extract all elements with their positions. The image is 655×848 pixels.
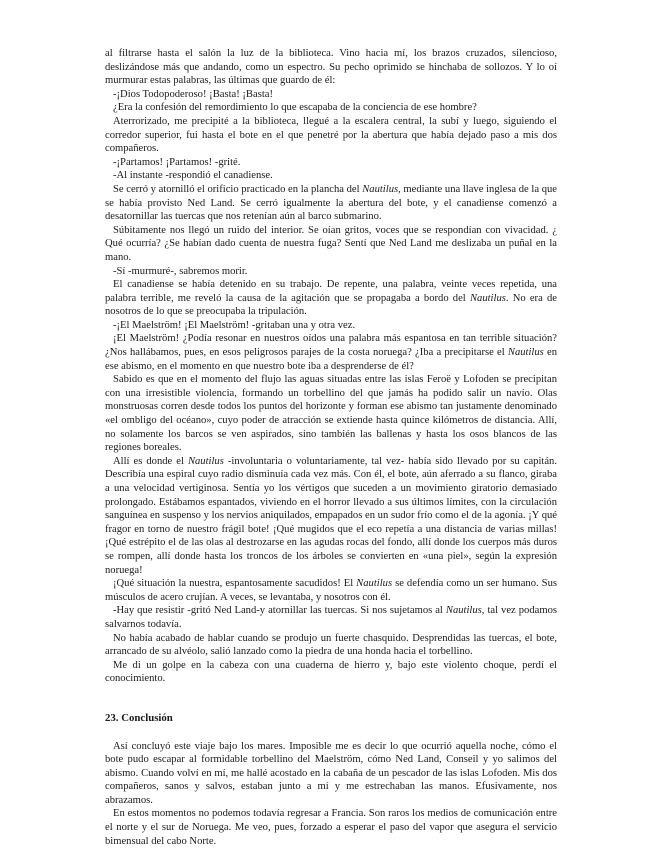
ship-name: Nautilus, [362, 183, 401, 195]
text-run: ¡Qué situación la nuestra, espantosamente sacudidos! El [113, 578, 357, 590]
paragraph: Me di un golpe en la cabeza con una cuaderna de hierro y, bajo este violento choque, perdí el conocimiento. [105, 659, 557, 685]
paragraph: En estos momentos no podemos todavía regresar a Francia. Son raros los medios de comunicación entre el norte y el sur de Noruega. Me veo, pues, forzado a esperar el paso del vapor que asegura el servicio bimensual del cabo Norte. [105, 808, 557, 847]
text-run: . No era de nosotros de lo que se preocupaba la tripulación. [105, 292, 557, 318]
paragraph: -Sí -murmuré-, sabremos morir. [113, 265, 248, 277]
ship-name: Nautilus [356, 578, 393, 590]
paragraph: No había acabado de hablar cuando se produjo un fuerte chasquido. Desprendidas las tuercas, el bote, arrancado de su alvéolo, salió lanzado como la piedra de una honda hacia el torbellino. [105, 632, 557, 658]
text-run: Allí es donde el [113, 455, 188, 467]
text-run: se defendía como un ser humano. Sus músculos de acero crujían. A veces, se levantaba, y nosotros con él. [105, 578, 557, 603]
text-run: ¡El Maelström! ¿Podía resonar en nuestros oídos una palabra más espantosa en tan terrible situación? ¿Nos hallábamos, pues, en esos peligrosos parajes de la costa noruega? ¿Iba a precipitarse el [105, 333, 557, 359]
paragraph: -¡Dios Todopoderoso! ¡Basta! ¡Basta! [113, 88, 273, 100]
paragraph [105, 332, 557, 373]
paragraph: ¿Era la confesión del remordimiento lo que escapaba de la conciencia de ese hombre? [113, 102, 477, 114]
paragraph [105, 604, 557, 631]
paragraph: Así concluyó este viaje bajo los mares. Imposible me es decir lo que ocurrió aquella noche, cómo el bote pudo escapar al formidable torbellino del Maelström, cómo Ned Land, Conseil y yo salimos del abismo. Cuando volví en mí, me hallé acostado en la cabaña de un pescador de las islas Lofoden. Mis dos compañeros, sanos y salvos, estaban junto a mí y me estrechaban las manos. Efusivamente, nos abrazamos. [105, 740, 557, 806]
paragraph [105, 183, 557, 224]
text-run: mediante una llave inglesa de la que se había provisto Ned Land. Se cerró igualmente la abertura del bote, y el canadiense comenzó a desatornillar las tuercas que nos retenían aún al barco submarino. [105, 183, 557, 223]
paragraph: -Al instante -respondió el canadiense. [113, 170, 273, 182]
ship-name: Nautilus [187, 455, 224, 467]
paragraph: al filtrarse hasta el salón la luz de la biblioteca. Vino hacia mí, los brazos cruzados, silencioso, deslizándose más que andando, como un espectro. Su pecho oprimido se hinchaba de sollozos. Y lo oí murmurar estas palabras, las últimas que guardo de él: [105, 48, 557, 87]
paragraph: Aterrorizado, me precipité a la biblioteca, llegué a la escalera central, la subí y luego, siguiendo el corredor superior, fui hasta el bote en el que penetré por la abertura que había dejado paso a mis dos compañeros. [105, 115, 557, 155]
text-run: en ese abismo, en el momento en que nuestro bote iba a desprenderse de él? [105, 347, 558, 372]
ship-name: Nautilus, [445, 605, 485, 617]
paragraph: -¡El Maelström! ¡El Maelström! -gritaban una y otra vez. [113, 319, 356, 331]
paragraph [105, 577, 557, 604]
page-text-block [105, 47, 557, 848]
ship-name: Nautilus [507, 347, 544, 359]
paragraph [105, 278, 557, 319]
chapter-heading: 23. Conclusión [105, 711, 173, 724]
text-run: -involuntaria o voluntariamente, tal vez- había sido llevado por su capitán. Describía una espiral cuyo radio disminuía cada vez más. Con él, el bote, aún aferrado a su flanco, giraba a una velocidad vertiginosa. Sentía yo los vértigos que suceden a un movimiento giratorio demasiado prolongado. Estábamos espantados, viviendo en el horror llevado a sus últimos límites, con la circulación sanguínea en suspenso y los nervios aniquilados, empapados en un sudor frío como el de la agonía. ¡Y qué fragor en torno de nuestro frágil bote! ¡Qué mugidos que el eco repetía a una distancia de varias millas! ¡Qué estrépito el de las olas al destrozarse en las agudas rocas del fondo, allí donde los cuerpos más duros se rompen, allí donde hasta los troncos de los árboles se convierten en «una piel», según la expresión noruega! [105, 455, 557, 576]
paragraph [105, 455, 557, 577]
ship-name: Nautilus [469, 292, 506, 304]
text-run: tal vez podamos salvarnos todavía. [105, 605, 557, 630]
paragraph: Sabido es que en el momento del flujo las aguas situadas entre las islas Feroë y Lofoden se precipitan con una irresistible violencia, formando un torbellino del que jamás ha podido salir un navío. Olas monstruosas corren desde todos los puntos del horizonte y forman ese abismo tan justamente denominado «el ombligo del océano», cuyo poder de atracción se extiende hasta quince kilómetros de distancia. Allí, no solamente los barcos se ven aspirados, sino también las ballenas y hasta los osos blancos de las regiones boreales. [105, 374, 557, 454]
paragraph: -¡Partamos! ¡Partamos! -grité. [113, 156, 241, 168]
text-run: El canadiense se había detenido en su trabajo. De repente, una palabra, veinte veces repetida, una palabra terrible, me reveló la causa de la agitación que se propagaba a bordo del [105, 279, 557, 304]
paragraph: Súbitamente nos llegó un ruido del interior. Se oían gritos, voces que se respondían con vivacidad. ¿ Qué ocurría? ¿Se habían dado cuenta de nuestra fuga? Sentí que Ned Land me deslizaba un puñal en la mano. [105, 224, 557, 263]
text-run: Se cerró y atornilló el orificio practicado en la plancha del [113, 183, 363, 195]
text-run: -Hay que resistir -gritó Ned Land-y atornillar las tuercas. Si nos sujetamos al [113, 605, 446, 617]
